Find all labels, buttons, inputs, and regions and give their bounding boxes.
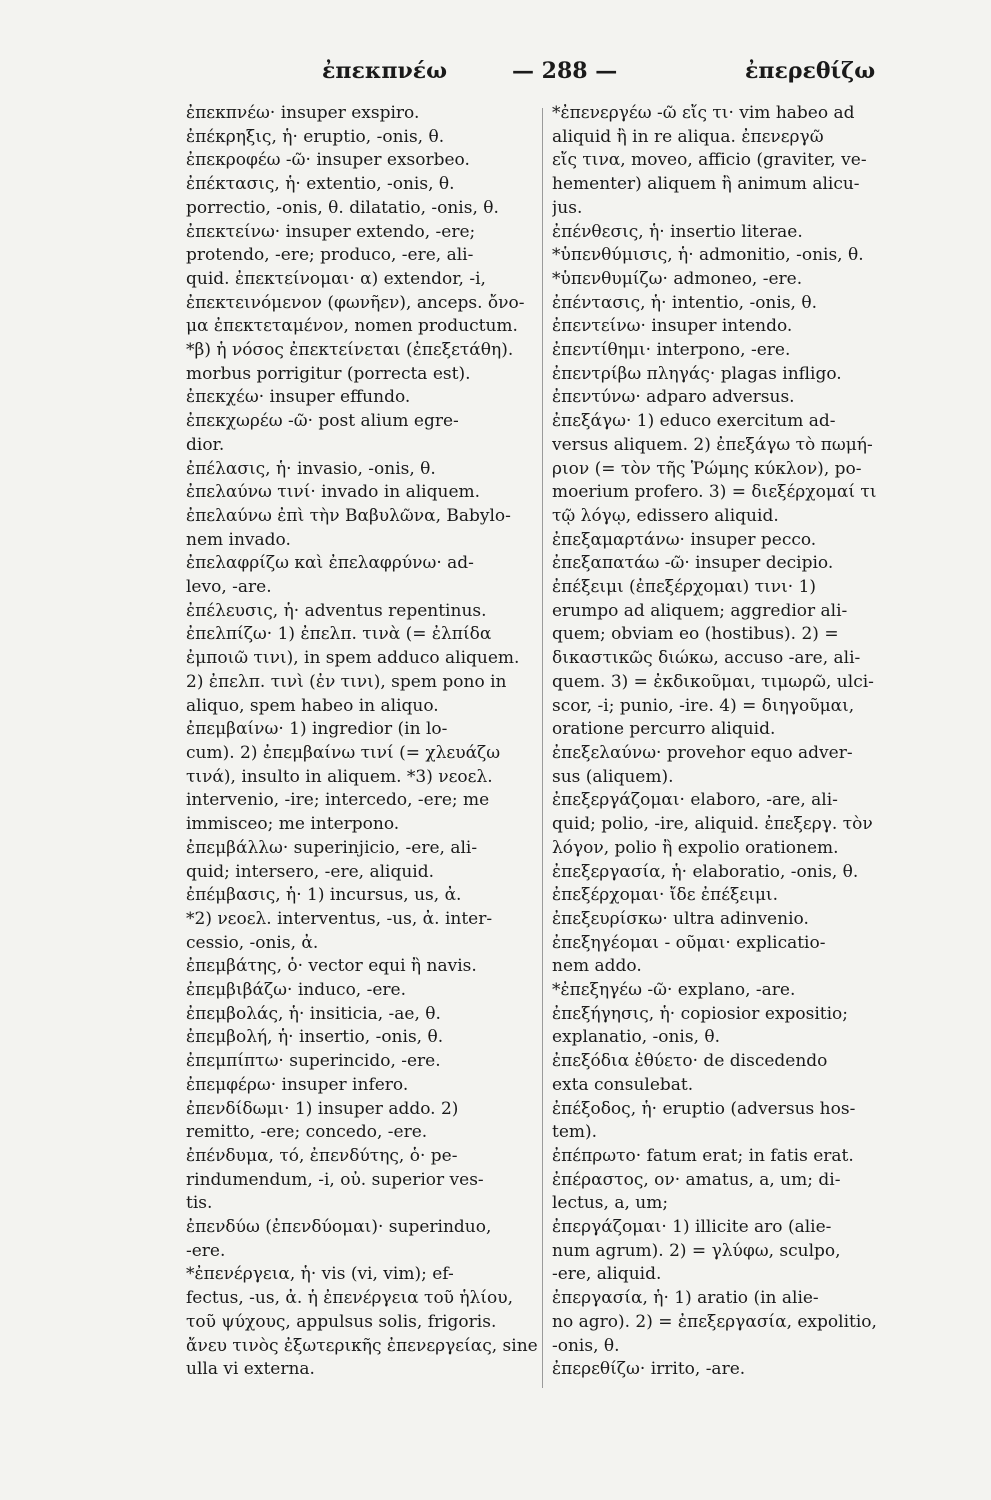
entry-line: ἐπεξέρχομαι· ἴδε ἐπέξειμι. <box>552 885 778 906</box>
left-column <box>186 102 538 1382</box>
entry-line: sus (aliquem). <box>552 766 674 787</box>
entry-line: explanatio, -onis, θ. <box>552 1027 721 1048</box>
entry-line: ἐπεμφέρω· insuper infero. <box>186 1074 409 1095</box>
entry-line: *β) ἡ νόσος ἐπεκτείνεται (ἐπεξετάθη). <box>186 340 514 361</box>
entry-line: ριον (= τὸν τῆς Ῥώμης κύκλον), po- <box>552 458 862 479</box>
header-left-word: ἐπεκπνέω <box>322 58 448 84</box>
entry-line: τοῦ ψύχους, appulsus solis, frigoris. <box>186 1311 497 1332</box>
entry-line: aliquo, spem habeo in aliquo. <box>186 695 439 716</box>
entry-line: ἐπέξειμι (ἐπεξέρχομαι) τινι· 1) <box>552 577 817 598</box>
entry-line: ἐπεκχέω· insuper effundo. <box>186 387 411 408</box>
entry-line: ἐπέξοδος, ἡ· eruptio (adversus hos- <box>552 1098 856 1119</box>
entry-line: hementer) aliquem ἢ animum alicu- <box>552 174 860 195</box>
entry-line: 2) ἐπελπ. τινὶ (ἐν τινι), spem pono in <box>186 671 507 692</box>
entry-line: ἐπεκροφέω -ῶ· insuper exsorbeo. <box>186 150 470 171</box>
entry-line: ἐπένθεσις, ἡ· insertio literae. <box>552 221 803 242</box>
entry-line: -ere, aliquid. <box>552 1264 662 1285</box>
entry-line: quid. ἐπεκτείνομαι· α) extendor, -i, <box>186 268 486 289</box>
entry-line: ἐπελαύνω τινί· invado in aliquem. <box>186 482 481 503</box>
entry-line: δικαστικῶς διώκω, accuso -are, ali- <box>552 648 861 669</box>
entry-line: ἐπέντασις, ἡ· intentio, -onis, θ. <box>552 292 817 313</box>
entry-line: *2) νεοελ. interventus, -us, ἀ. inter- <box>186 908 493 929</box>
entry-line: ἐπεξαπατάω -ῶ· insuper decipio. <box>552 553 834 574</box>
entry-line: oratione percurro aliquid. <box>552 719 776 740</box>
entry-line: ἐπεξελαύνω· provehor equo adver- <box>552 742 853 763</box>
entry-line: λόγον, polio ἢ expolio orationem. <box>552 837 839 858</box>
entry-line: τῷ λόγῳ, edissero aliquid. <box>552 505 779 526</box>
entry-line: ἐπεμβιβάζω· induco, -ere. <box>186 980 407 1001</box>
entry-line: ἐπεργασία, ἡ· 1) aratio (in alie- <box>552 1288 819 1309</box>
entry-line: quem; obviam eo (hostibus). 2) = <box>552 624 839 645</box>
entry-line: *ἐπενεργέω -ῶ εἴς τι· vim habeo ad <box>552 103 855 123</box>
entry-line: ἐπεργάζομαι· 1) illicite aro (alie- <box>552 1217 832 1238</box>
entry-line: levo, -are. <box>186 577 272 598</box>
entry-line: ἐπέκτασις, ἡ· extentio, -onis, θ. <box>186 174 455 195</box>
entry-line: cum). 2) ἐπεμβαίνω τινί (= χλευάζω <box>186 742 501 763</box>
entry-line: quid; polio, -ire, aliquid. ἐπεξεργ. τὸν <box>552 814 873 835</box>
entry-line: ἐμποιῶ τινι), in spem adduco aliquem. <box>186 648 520 669</box>
entry-line: ἐπεντύνω· adparo adversus. <box>552 387 795 408</box>
entry-line: fectus, -us, ἀ. ἡ ἐπενέργεια τοῦ ἡλίου, <box>186 1288 514 1309</box>
entry-line: ἐπένδυμα, τό, ἐπενδύτης, ὁ· pe- <box>186 1145 458 1166</box>
entry-line: ἐπέπρωτο· fatum erat; in fatis erat. <box>552 1145 854 1166</box>
entry-line: exta consulebat. <box>552 1074 694 1095</box>
right-column <box>552 102 932 1382</box>
entry-line: ἐπενδύω (ἐπενδύομαι)· superinduo, <box>186 1217 492 1238</box>
entry-line: morbus porrigitur (porrecta est). <box>186 363 471 384</box>
entry-line: *ἐπενέργεια, ἡ· vis (vi, vim); ef- <box>186 1264 454 1285</box>
entry-line: ἐπελαφρίζω καὶ ἐπελαφρύνω· ad- <box>186 553 474 574</box>
entry-line: ἐπεμβαίνω· 1) ingredior (in lo- <box>186 719 448 740</box>
entry-line: ἐπενδίδωμι· 1) insuper addo. 2) <box>186 1098 459 1119</box>
entry-line: ἐπεκχωρέω -ῶ· post alium egre- <box>186 411 459 432</box>
entry-line: ἐπεξήγησις, ἡ· copiosior expositio; <box>552 1003 848 1024</box>
entry-line: ἐπεξεργασία, ἡ· elaboratio, -onis, θ. <box>552 861 859 882</box>
entry-line: μα ἐπεκτεταμένον, nomen productum. <box>186 316 518 337</box>
header-right-word: ἐπερεθίζω <box>745 58 876 84</box>
entry-line: moerium profero. 3) = διεξέρχομαί τι <box>552 482 877 503</box>
entry-line: quid; intersero, -ere, aliquid. <box>186 861 435 882</box>
entry-line: εἴς τινα, moveo, afficio (graviter, ve- <box>552 150 867 171</box>
entry-line: ἐπερεθίζω· irrito, -are. <box>552 1359 746 1380</box>
entry-line: rindumendum, -i, οὐ. superior ves- <box>186 1169 484 1190</box>
entry-line: nem invado. <box>186 529 291 550</box>
column-divider <box>542 108 543 1388</box>
entry-line: erumpo ad aliquem; aggredior ali- <box>552 600 848 621</box>
entry-line: versus aliquem. 2) ἐπεξάγω τὸ πωμή- <box>552 434 873 455</box>
entry-line: ἐπέμβασις, ἡ· 1) incursus, us, ἀ. <box>186 885 462 906</box>
entry-line: ἐπέραστος, ον· amatus, a, um; di- <box>552 1169 841 1190</box>
entry-line: ἐπεξόδια ἐθύετο· de discedendo <box>552 1051 828 1072</box>
page-number: — 288 — <box>512 58 618 84</box>
entry-line: ἐπεξηγέομαι - οῦμαι· explicatio- <box>552 932 826 953</box>
entry-line: aliquid ἢ in re aliqua. ἐπενεργῶ <box>552 126 824 147</box>
entry-line: tem). <box>552 1122 598 1143</box>
entry-line: immisceo; me interpono. <box>186 814 400 835</box>
entry-line: ἐπέκρηξις, ἡ· eruptio, -onis, θ. <box>186 126 445 147</box>
entry-line: ἐπεντρίβω πληγάς· plagas infligo. <box>552 363 842 384</box>
entry-line: lectus, a, um; <box>552 1193 669 1214</box>
entry-line: ἐπεμβάλλω· superinjicio, -ere, ali- <box>186 837 478 858</box>
entry-line: ἐπεντίθημι· interpono, -ere. <box>552 340 791 361</box>
entry-line: ἐπέλευσις, ἡ· adventus repentinus. <box>186 600 487 621</box>
entry-line: ἐπεκτεινόμενον (φωνῆεν), anceps. ὄνο- <box>186 292 525 313</box>
entry-line: num agrum). 2) = γλύφω, sculpo, <box>552 1240 841 1261</box>
entry-line: ἐπελαύνω ἐπὶ τὴν Βαβυλῶνα, Babylo- <box>186 505 511 526</box>
entry-line: *ἐπεξηγέω -ῶ· explano, -are. <box>552 980 796 1001</box>
entry-line: ἐπεμβάτης, ὁ· vector equi ἢ navis. <box>186 956 477 977</box>
page-header <box>0 58 991 98</box>
entry-line: ἐπεξαμαρτάνω· insuper pecco. <box>552 529 817 550</box>
entry-line: ἐπεκπνέω· insuper exspiro. <box>186 103 420 123</box>
entry-line: -ere. <box>186 1240 226 1261</box>
entry-line: *ὑπενθυμίζω· admoneo, -ere. <box>552 268 803 289</box>
entry-line: protendo, -ere; produco, -ere, ali- <box>186 245 474 266</box>
entry-line: jus. <box>552 197 583 218</box>
entry-line: τινά), insulto in aliquem. *3) νεοελ. <box>186 766 493 787</box>
entry-line: no agro). 2) = ἐπεξεργασία, expolitio, <box>552 1311 877 1332</box>
entry-line: porrectio, -onis, θ. dilatatio, -onis, θ. <box>186 197 499 218</box>
entry-line: ἐπεξευρίσκω· ultra adinvenio. <box>552 908 809 929</box>
entry-line: ἐπεμπίπτω· superincido, -ere. <box>186 1051 441 1072</box>
entry-line: quem. 3) = ἐκδικοῦμαι, τιμωρῶ, ulci- <box>552 671 874 692</box>
entry-line: ἐπεκτείνω· insuper extendo, -ere; <box>186 221 476 242</box>
entry-line: intervenio, -ire; intercedo, -ere; me <box>186 790 490 811</box>
entry-line: -onis, θ. <box>552 1335 620 1356</box>
entry-line: ἐπεντείνω· insuper intendo. <box>552 316 793 337</box>
entry-line: remitto, -ere; concedo, -ere. <box>186 1122 428 1143</box>
entry-line: cessio, -onis, ἀ. <box>186 932 319 953</box>
entry-line: ἐπέλασις, ἡ· invasio, -onis, θ. <box>186 458 436 479</box>
entry-line: ulla vi externa. <box>186 1359 315 1380</box>
entry-line: ἐπελπίζω· 1) ἐπελπ. τινὰ (= ἐλπίδα <box>186 624 492 645</box>
entry-line: tis. <box>186 1193 213 1214</box>
entry-line: *ὑπενθύμισις, ἡ· admonitio, -onis, θ. <box>552 245 864 266</box>
entry-line: ἐπεξεργάζομαι· elaboro, -are, ali- <box>552 790 838 811</box>
entry-line: scor, -i; punio, -ire. 4) = διηγοῦμαι, <box>552 695 855 716</box>
entry-line: ἐπεμβολάς, ἡ· insiticia, -ae, θ. <box>186 1003 441 1024</box>
entry-line: ἐπεξάγω· 1) educo exercitum ad- <box>552 411 836 432</box>
entry-line: dior. <box>186 434 225 455</box>
entry-line: nem addo. <box>552 956 642 977</box>
entry-line: ἄνευ τινὸς ἐξωτερικῆς ἐπενεργείας, sine <box>186 1335 538 1356</box>
entry-line: ἐπεμβολή, ἡ· insertio, -onis, θ. <box>186 1027 444 1048</box>
